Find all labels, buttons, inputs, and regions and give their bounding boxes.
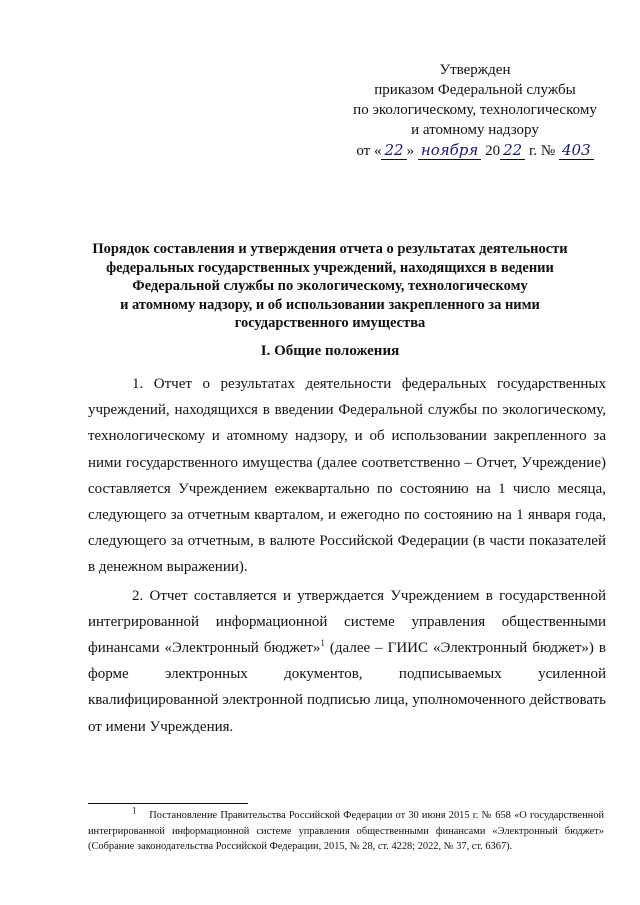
title-line-5: государственного имущества [234,315,426,331]
handwritten-day: 22 [381,141,406,160]
date-year-unit: г. № [528,143,556,159]
handwritten-month: ноября [418,141,482,160]
paragraph-2-start: 2. Отчет составляется и утверждается Учреждением в государственной интегрированной информационной системе управления общественными финансами «Электронный бюджет» [88,587,606,657]
footnote-marker: 1 [132,805,137,816]
document-title [70,240,590,333]
paragraph-2 [88,583,606,740]
body-text [88,371,606,740]
approval-date-line [330,140,620,161]
approval-line-2: приказом Федеральной службы [374,82,576,98]
approval-line-3: по экологическому, технологическому [353,102,597,118]
date-prefix: от « [356,143,382,159]
approval-stamp [330,60,620,161]
approval-line-1: Утвержден [439,62,511,78]
date-day-suffix: » [406,143,415,159]
title-line-3: Федеральной службы по экологическому, технологическому [132,278,528,294]
title-line-2: федеральных государственных учреждений, находящихся в ведении [106,259,554,276]
paragraph-2-end: (далее – ГИИС «Электронный бюджет») в форме электронных документов, подписываемых усиленной квалифицированной электронной подписью лица, уполномоченного действовать от имени Учреждения. [88,640,607,735]
handwritten-year: 22 [500,141,525,160]
paragraph-1: 1. Отчет о результатах деятельности федеральных государственных учреждений, находящихся в введении Федеральной службы по экологическому, технологическому и атомному надзору, и об использовании закрепленного за ними государственного имущества (далее соответственно – Отчет, Учреждение) составляется Учреждением ежеквартально по состоянию на 1 число месяца, следующего за отчетным кварталом, и ежегодно по состоянию на 1 января года, следующего за отчетным, в валюте Российской Федерации (в части показателей в денежном выражении). [88,376,606,576]
footnote-divider [88,803,248,804]
date-year-prefix: 20 [485,143,501,159]
handwritten-order-number: 403 [559,141,594,160]
footnote [88,805,604,855]
footnote-text: Постановление Правительства Российской Федерации от 30 июня 2015 г. № 658 «О государственной интегрированной информационной системе управления общественными финансами «Электронный бюджет» (Собрание законодательства Российской Федерации, 2015, № 28, ст. 4228; 2022, № 37, ст. 6367). [88,810,604,852]
footnote-reference: 1 [320,638,325,649]
title-line-1: Порядок составления и утверждения отчета о результатах деятельности [92,241,568,257]
section-title: I. Общие положения [260,343,400,359]
approval-line-4: и атомному надзору [411,122,539,138]
title-line-4: и атомному надзору, и об использовании закрепленного за ними [120,296,540,313]
